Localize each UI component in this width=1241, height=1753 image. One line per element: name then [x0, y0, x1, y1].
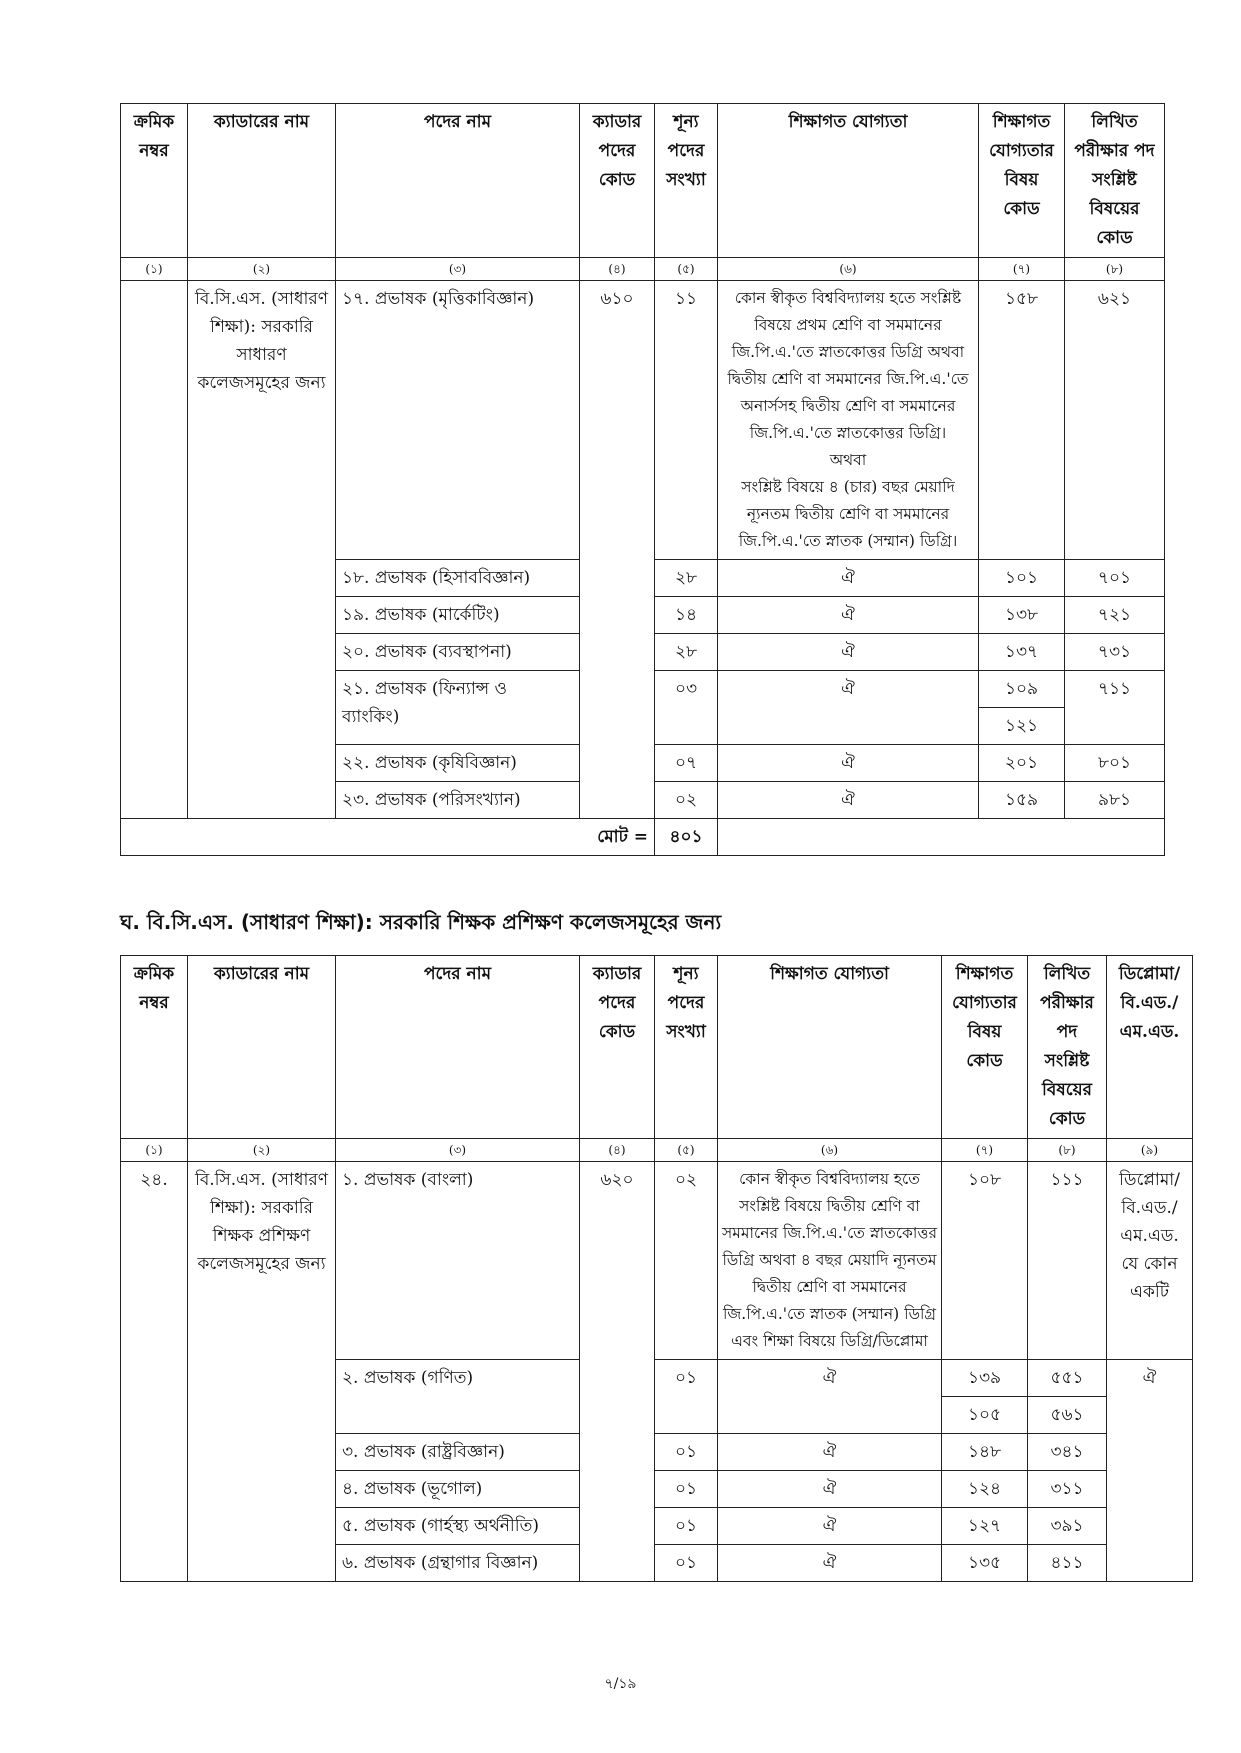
header-cadre-code: ক্যাডার পদের কোড — [580, 956, 655, 1139]
edu-code-cell: ১৫৯ — [979, 782, 1065, 819]
qualification-alt-text: সংশ্লিষ্ট বিষয়ে ৪ (চার) বছর মেয়াদি ন্যূনতম দ্বিতীয় শ্রেণি বা সমমানের জি.পি.এ.'তে স্নাতক (সম্মান) ডিগ্রি। — [738, 478, 958, 550]
qualification-ditto: ঐ — [718, 1471, 942, 1508]
col-number: (৮) — [1028, 1139, 1107, 1162]
col-number: (৬) — [718, 1139, 942, 1162]
cadre-name-cell: বি.সি.এস. (সাধারণ শিক্ষা): সরকারি শিক্ষক প্রশিক্ষণ কলেজসমূহের জন্য — [188, 1162, 336, 1582]
serial-cell — [121, 281, 188, 819]
edu-code-cell: ১৫৮ — [979, 281, 1065, 560]
edu-code-cell: ১৩৮ — [979, 597, 1065, 634]
post-name-cell: ৬. প্রভাষক (গ্রন্থাগার বিজ্ঞান) — [336, 1545, 580, 1582]
header-cadre-name: ক্যাডারের নাম — [188, 104, 336, 258]
qualification-ditto: ঐ — [718, 1508, 942, 1545]
post-name-cell: ২০. প্রভাষক (ব্যবস্থাপনা) — [336, 634, 580, 671]
vacancy-cell: ০২ — [655, 782, 718, 819]
exam-code-cell: ১১১ — [1028, 1162, 1107, 1360]
col-number: (৪) — [580, 1139, 655, 1162]
edu-code-cell: ১২৭ — [942, 1508, 1028, 1545]
post-name-cell: ২৩. প্রভাষক (পরিসংখ্যান) — [336, 782, 580, 819]
col-number: (৩) — [336, 258, 580, 281]
exam-code-cell: ৯৮১ — [1065, 782, 1165, 819]
vacancy-cell: ০১ — [655, 1471, 718, 1508]
header-qualification: শিক্ষাগত যোগ্যতা — [718, 956, 942, 1139]
edu-code-cell: ১০৫ — [942, 1397, 1028, 1434]
edu-code-cell: ১২১ — [979, 708, 1065, 745]
qualification-ditto: ঐ — [718, 1360, 942, 1434]
qualification-ditto: ঐ — [718, 634, 979, 671]
edu-code-cell: ১৩৫ — [942, 1545, 1028, 1582]
edu-code-cell: ১৪৮ — [942, 1434, 1028, 1471]
col-number: (২) — [188, 258, 336, 281]
qualification-cell — [718, 281, 979, 560]
vacancy-cell: ২৮ — [655, 560, 718, 597]
total-label: মোট = — [121, 819, 655, 856]
header-qualification: শিক্ষাগত যোগ্যতা — [718, 104, 979, 258]
edu-code-cell: ২০১ — [979, 745, 1065, 782]
vacancy-cell: ২৮ — [655, 634, 718, 671]
cadre-code-cell: ৬২০ — [580, 1162, 655, 1582]
col-number: (৯) — [1107, 1139, 1193, 1162]
post-name-cell: ৪. প্রভাষক (ভূগোল) — [336, 1471, 580, 1508]
table-row — [121, 281, 1165, 560]
post-name-cell: ২. প্রভাষক (গণিত) — [336, 1360, 580, 1434]
header-diploma: ডিপ্লোমা/ বি.এড./ এম.এড. — [1107, 956, 1193, 1139]
table-row — [121, 1162, 1193, 1360]
qualification-ditto: ঐ — [718, 560, 979, 597]
post-name-cell: ১৯. প্রভাষক (মার্কেটিং) — [336, 597, 580, 634]
qualification-ditto: ঐ — [718, 1434, 942, 1471]
exam-code-cell: ৩৪১ — [1028, 1434, 1107, 1471]
col-number: (১) — [121, 258, 188, 281]
table-header-row — [121, 104, 1165, 258]
vacancy-cell: ০৩ — [655, 671, 718, 745]
exam-code-cell: ৭৩১ — [1065, 634, 1165, 671]
post-name-cell: ১৭. প্রভাষক (মৃত্তিকাবিজ্ঞান) — [336, 281, 580, 560]
diploma-cell: ডিপ্লোমা/ বি.এড./ এম.এড. যে কোন একটি — [1107, 1162, 1193, 1360]
serial-cell: ২৪. — [121, 1162, 188, 1582]
exam-code-cell: ৭২১ — [1065, 597, 1165, 634]
col-number: (৩) — [336, 1139, 580, 1162]
post-name-cell: ২১. প্রভাষক (ফিন্যান্স ও ব্যাংকিং) — [336, 671, 580, 745]
col-number: (৭) — [979, 258, 1065, 281]
header-cadre-code: ক্যাডার পদের কোড — [580, 104, 655, 258]
col-number: (২) — [188, 1139, 336, 1162]
column-number-row — [121, 258, 1165, 281]
edu-code-cell: ১০৮ — [942, 1162, 1028, 1360]
header-post-name: পদের নাম — [336, 104, 580, 258]
edu-code-cell: ১৩৭ — [979, 634, 1065, 671]
section-title: ঘ. বি.সি.এস. (সাধারণ শিক্ষা): সরকারি শিক্ষক প্রশিক্ষণ কলেজসমূহের জন্য — [120, 910, 722, 934]
col-number: (৫) — [655, 258, 718, 281]
header-exam-code: লিখিত পরীক্ষার পদ সংশ্লিষ্ট বিষয়ের কোড — [1028, 956, 1107, 1139]
header-cadre-name: ক্যাডারের নাম — [188, 956, 336, 1139]
header-post-name: পদের নাম — [336, 956, 580, 1139]
exam-code-cell: ৬২১ — [1065, 281, 1165, 560]
exam-code-cell: ৭১১ — [1065, 671, 1165, 745]
qualification-text: কোন স্বীকৃত বিশ্ববিদ্যালয় হতে সংশ্লিষ্ট বিষয়ে প্রথম শ্রেণি বা সমমানের জি.পি.এ.'তে স্নাতকোত্তর ডিগ্রি অথবা দ্বিতীয় শ্রেণি বা সমমানের জি.পি.এ.'তে অনার্সসহ দ্বিতীয় শ্রেণি বা সমমানের জি.পি.এ.'তে স্নাতকোত্তর ডিগ্রি। — [727, 289, 969, 442]
exam-code-cell: ৩৯১ — [1028, 1508, 1107, 1545]
posts-table-teacher-training-colleges — [120, 955, 1193, 1582]
header-exam-code: লিখিত পরীক্ষার পদ সংশ্লিষ্ট বিষয়ের কোড — [1065, 104, 1165, 258]
header-vacancy: শূন্য পদের সংখ্যা — [655, 104, 718, 258]
col-number: (৮) — [1065, 258, 1165, 281]
col-number: (৫) — [655, 1139, 718, 1162]
edu-code-cell: ১২৪ — [942, 1471, 1028, 1508]
edu-code-cell: ১০৯ — [979, 671, 1065, 708]
exam-code-cell: ৪১১ — [1028, 1545, 1107, 1582]
qualification-ditto: ঐ — [718, 1545, 942, 1582]
qualification-or: অথবা — [829, 451, 867, 469]
post-name-cell: ৩. প্রভাষক (রাষ্ট্রবিজ্ঞান) — [336, 1434, 580, 1471]
table-header-row — [121, 956, 1193, 1139]
post-name-cell: ২২. প্রভাষক (কৃষিবিজ্ঞান) — [336, 745, 580, 782]
qualification-ditto: ঐ — [718, 745, 979, 782]
cadre-code-cell: ৬১০ — [580, 281, 655, 819]
total-empty — [718, 819, 1165, 856]
total-row — [121, 819, 1165, 856]
edu-code-cell: ১০১ — [979, 560, 1065, 597]
diploma-ditto: ঐ — [1107, 1360, 1193, 1582]
vacancy-cell: ০১ — [655, 1434, 718, 1471]
page-number: ৭/১৯ — [604, 1676, 637, 1692]
vacancy-cell: ১১ — [655, 281, 718, 560]
vacancy-cell: ০১ — [655, 1508, 718, 1545]
vacancy-cell: ১৪ — [655, 597, 718, 634]
header-serial: ক্রমিক নম্বর — [121, 956, 188, 1139]
col-number: (৭) — [942, 1139, 1028, 1162]
qualification-ditto: ঐ — [718, 671, 979, 745]
col-number: (৪) — [580, 258, 655, 281]
qualification-cell: কোন স্বীকৃত বিশ্ববিদ্যালয় হতে সংশ্লিষ্ট বিষয়ে দ্বিতীয় শ্রেণি বা সমমানের জি.পি.এ.'তে স্নাতকোত্তর ডিগ্রি অথবা ৪ বছর মেয়াদি ন্যূনতম দ্বিতীয় শ্রেণি বা সমমানের জি.পি.এ.'তে স্নাতক (সম্মান) ডিগ্রি এবং শিক্ষা বিষয়ে ডিগ্রি/ডিপ্লোমা — [718, 1162, 942, 1360]
exam-code-cell: ৭০১ — [1065, 560, 1165, 597]
exam-code-cell: ৫৬১ — [1028, 1397, 1107, 1434]
posts-table-general-colleges — [120, 103, 1165, 856]
exam-code-cell: ৮০১ — [1065, 745, 1165, 782]
vacancy-cell: ০২ — [655, 1162, 718, 1360]
qualification-ditto: ঐ — [718, 782, 979, 819]
header-edu-code: শিক্ষাগত যোগ্যতার বিষয় কোড — [979, 104, 1065, 258]
column-number-row — [121, 1139, 1193, 1162]
vacancy-cell: ০১ — [655, 1360, 718, 1434]
header-serial: ক্রমিক নম্বর — [121, 104, 188, 258]
vacancy-cell: ০১ — [655, 1545, 718, 1582]
exam-code-cell: ৩১১ — [1028, 1471, 1107, 1508]
vacancy-cell: ০৭ — [655, 745, 718, 782]
header-vacancy: শূন্য পদের সংখ্যা — [655, 956, 718, 1139]
col-number: (৬) — [718, 258, 979, 281]
qualification-ditto: ঐ — [718, 597, 979, 634]
col-number: (১) — [121, 1139, 188, 1162]
edu-code-cell: ১৩৯ — [942, 1360, 1028, 1397]
total-value: ৪০১ — [655, 819, 718, 856]
post-name-cell: ১৮. প্রভাষক (হিসাববিজ্ঞান) — [336, 560, 580, 597]
cadre-name-cell: বি.সি.এস. (সাধারণ শিক্ষা): সরকারি সাধারণ কলেজসমূহের জন্য — [188, 281, 336, 819]
header-edu-code: শিক্ষাগত যোগ্যতার বিষয় কোড — [942, 956, 1028, 1139]
post-name-cell: ৫. প্রভাষক (গার্হস্থ্য অর্থনীতি) — [336, 1508, 580, 1545]
exam-code-cell: ৫৫১ — [1028, 1360, 1107, 1397]
post-name-cell: ১. প্রভাষক (বাংলা) — [336, 1162, 580, 1360]
